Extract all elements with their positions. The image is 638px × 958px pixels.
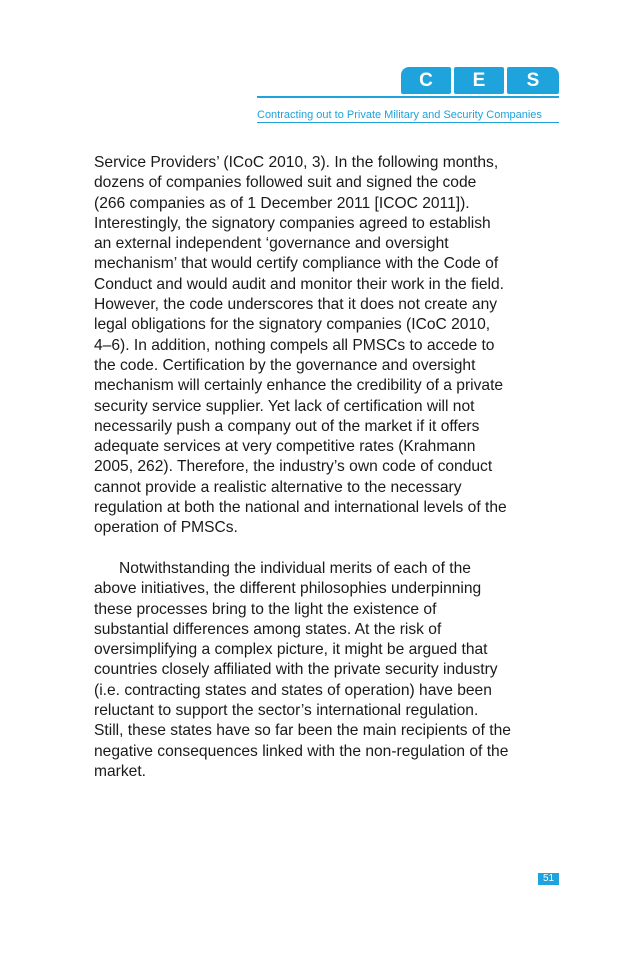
text-line: (266 companies as of 1 December 2011 [ICOC 2011]). bbox=[94, 194, 470, 212]
text-line: the code. Certification by the governance and oversight bbox=[94, 356, 476, 374]
text-line: necessarily push a company out of the market if it offers bbox=[94, 417, 480, 435]
header-rule bbox=[257, 96, 559, 98]
text-line: Still, these states have so far been the main recipients of the bbox=[94, 722, 511, 740]
text-line: an external independent ‘governance and oversight bbox=[94, 235, 449, 253]
text-line: However, the code underscores that it does not create any bbox=[94, 296, 498, 314]
text-line: (i.e. contracting states and states of operation) have been bbox=[94, 681, 492, 699]
ces-logo bbox=[401, 67, 559, 94]
paragraph-2 bbox=[94, 559, 564, 782]
running-head-underline bbox=[257, 122, 559, 123]
text-line: 2005, 262). Therefore, the industry’s own code of conduct bbox=[94, 458, 493, 476]
text-line: dozens of companies followed suit and signed the code bbox=[94, 174, 477, 192]
text-line: oversimplifying a complex picture, it might be argued that bbox=[94, 641, 488, 659]
logo-letter-c: C bbox=[401, 67, 451, 94]
text-line: adequate services at very competitive rates (Krahmann bbox=[94, 438, 476, 456]
logo-letter-e: E bbox=[454, 67, 504, 94]
text-line: Interestingly, the signatory companies agreed to establish bbox=[94, 214, 491, 232]
text-line: market. bbox=[94, 762, 146, 780]
text-line: mechanism’ that would certify compliance with the Code of bbox=[94, 255, 499, 273]
text-line: operation of PMSCs. bbox=[94, 519, 238, 537]
paragraph-1 bbox=[94, 153, 564, 539]
text-line: negative consequences linked with the non-regulation of the bbox=[94, 742, 509, 760]
logo-letter-s: S bbox=[507, 67, 559, 94]
text-line: security service supplier. Yet lack of certification will not bbox=[94, 397, 475, 415]
text-line: legal obligations for the signatory companies (ICoC 2010, bbox=[94, 316, 491, 334]
running-head: Contracting out to Private Military and Security Companies bbox=[257, 109, 542, 121]
text-line: substantial differences among states. At the risk of bbox=[94, 620, 442, 638]
text-line: regulation at both the national and international levels of the bbox=[94, 499, 507, 517]
text-line: these processes bring to the light the existence of bbox=[94, 600, 437, 618]
text-line: reluctant to support the sector’s international regulation. bbox=[94, 702, 479, 720]
text-line: Notwithstanding the individual merits of each of the bbox=[119, 559, 471, 577]
text-line: Service Providers’ (ICoC 2010, 3). In the following months, bbox=[94, 154, 499, 171]
text-line: countries closely affiliated with the private security industry bbox=[94, 661, 498, 679]
text-line: cannot provide a realistic alternative to the necessary bbox=[94, 478, 462, 496]
page-number: 51 bbox=[538, 873, 559, 885]
text-line: Conduct and would audit and monitor their work in the field. bbox=[94, 275, 505, 293]
text-line: above initiatives, the different philosophies underpinning bbox=[94, 580, 482, 598]
text-line: mechanism will certainly enhance the credibility of a private bbox=[94, 377, 504, 395]
body-text bbox=[94, 153, 564, 782]
text-line: 4–6). In addition, nothing compels all PMSCs to accede to bbox=[94, 336, 495, 354]
